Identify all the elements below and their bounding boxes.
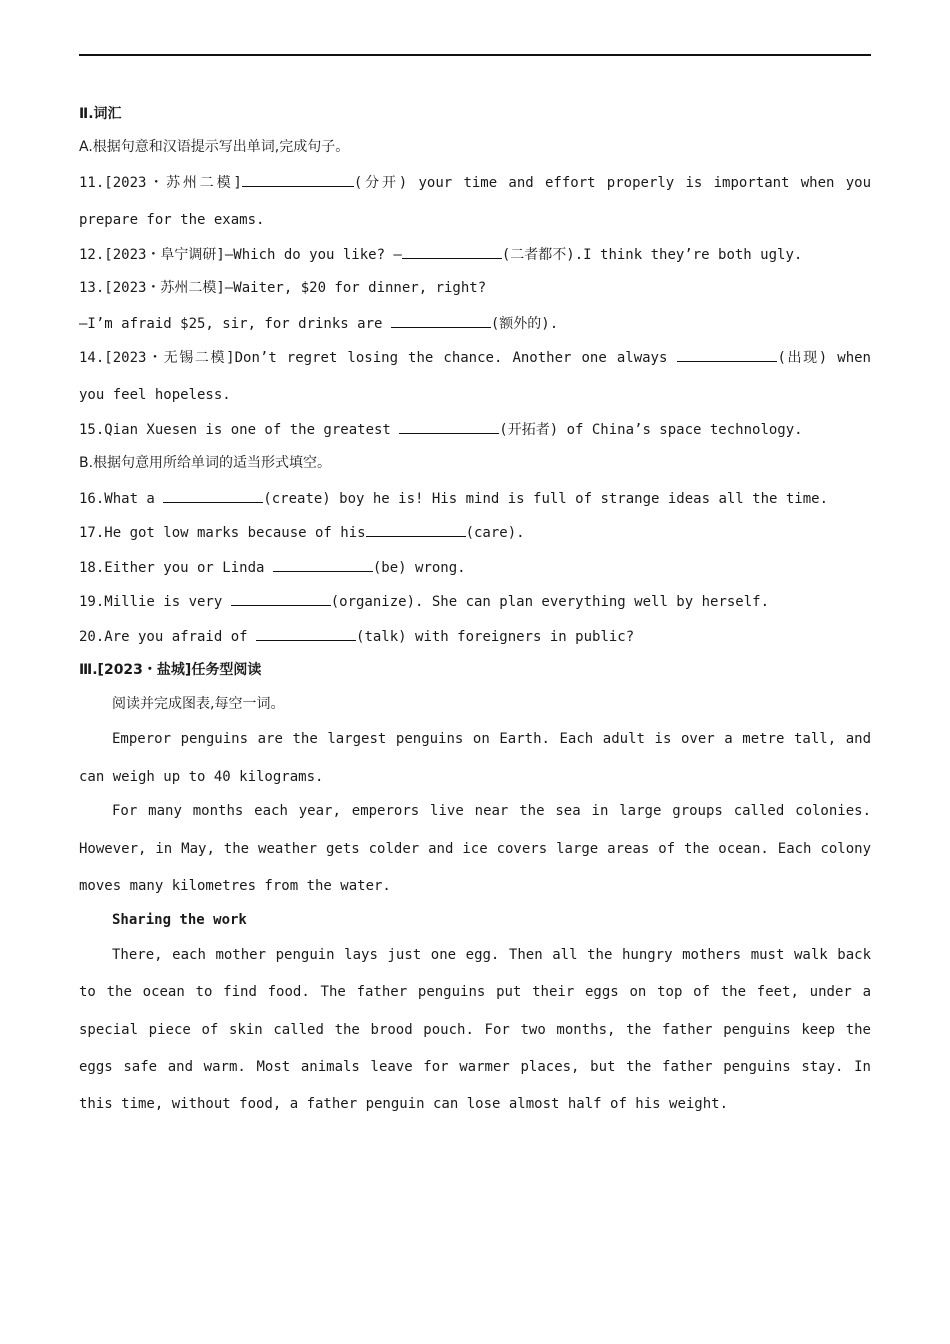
reading-instruction: 阅读并完成图表,每空一词。 (112, 696, 285, 712)
question-13: 13.[2023・苏州二模]—Waiter, $20 for dinner, right? (79, 280, 487, 296)
question-11: 11.[2023・苏州二模] (分开) your time and effort properly is important when you (79, 172, 871, 193)
part-b-instruction: B.根据句意用所给单词的适当形式填空。 (79, 455, 332, 471)
passage-p1-line1: Emperor penguins are the largest penguins on Earth. Each adult is over a metre tall, and (112, 731, 871, 747)
section-3-heading: Ⅲ.[2023・盐城]任务型阅读 (79, 662, 262, 678)
passage-p2-line1: For many months each year, emperors live near the sea in large groups called colonies. (112, 803, 871, 819)
answer-blank-11[interactable] (242, 172, 354, 187)
answer-blank-15[interactable] (399, 419, 499, 434)
answer-blank-19[interactable] (231, 591, 331, 606)
question-16: 16.What a (create) boy he is! His mind is full of strange ideas all the time. (79, 488, 828, 509)
question-11-cont: prepare for the exams. (79, 212, 265, 228)
passage-subheading: Sharing the work (112, 912, 247, 928)
answer-blank-12[interactable] (402, 244, 502, 259)
answer-blank-17[interactable] (366, 522, 466, 537)
answer-blank-13[interactable] (391, 313, 491, 328)
question-20: 20.Are you afraid of (talk) with foreigners in public? (79, 626, 634, 647)
passage-p2-line3: moves many kilometres from the water. (79, 878, 391, 894)
answer-blank-20[interactable] (256, 626, 356, 641)
answer-blank-18[interactable] (273, 557, 373, 572)
passage-p1-line2: can weigh up to 40 kilograms. (79, 769, 324, 785)
passage-p3-line2: to the ocean to find food. The father penguins put their eggs on top of the feet, under a (79, 984, 871, 1000)
section-2-heading: Ⅱ.词汇 (79, 106, 122, 122)
answer-blank-14[interactable] (677, 347, 777, 362)
part-a-instruction: A.根据句意和汉语提示写出单词,完成句子。 (79, 139, 350, 155)
header-rule (79, 54, 871, 56)
passage-p3-line4: eggs safe and warm. Most animals leave for warmer places, but the father penguins stay. In (79, 1059, 871, 1075)
passage-p2-line2: However, in May, the weather gets colder and ice covers large areas of the ocean. Each colony (79, 841, 871, 857)
question-14: 14.[2023・无锡二模]Don’t regret losing the chance. Another one always (出现) when (79, 347, 871, 368)
passage-p3-line1: There, each mother penguin lays just one egg. Then all the hungry mothers must walk back (112, 947, 871, 963)
question-13-reply: —I’m afraid $25, sir, for drinks are (额外的). (79, 313, 558, 334)
question-15: 15.Qian Xuesen is one of the greatest (开拓者) of China’s space technology. (79, 419, 803, 440)
passage-p3-line3: special piece of skin called the brood pouch. For two months, the father penguins keep the (79, 1022, 871, 1038)
question-17: 17.He got low marks because of his (care). (79, 522, 525, 543)
question-18: 18.Either you or Linda (be) wrong. (79, 557, 466, 578)
question-14-cont: you feel hopeless. (79, 387, 231, 403)
answer-blank-16[interactable] (163, 488, 263, 503)
question-19: 19.Millie is very (organize). She can plan everything well by herself. (79, 591, 769, 612)
passage-p3-line5: this time, without food, a father penguin can lose almost half of his weight. (79, 1096, 729, 1112)
question-12: 12.[2023・阜宁调研]—Which do you like? — (二者都不).I think they’re both ugly. (79, 244, 802, 265)
